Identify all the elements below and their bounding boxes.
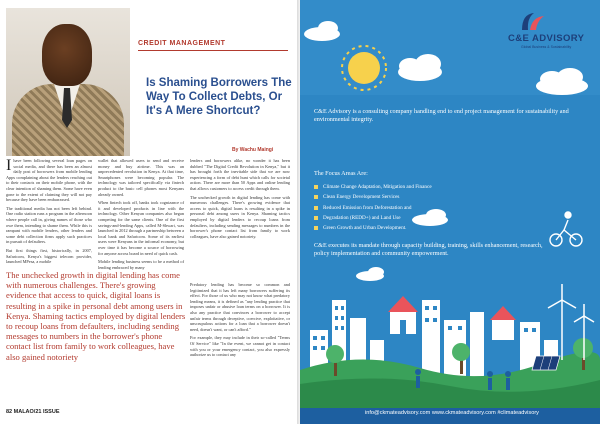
list-item — [314, 213, 544, 223]
paragraph: wallet that allowed users to send and receive money and buy airtime. This was an unprecedented revolution in Kenya. At that time, Smartphones were becoming popular. The technology was tailored specifically via fintech product to the basic cell phones most Kenyans already owned. — [98, 158, 184, 197]
paragraph: lenders and borrowers alike, no wonder it has been dubbed "The Digital Credit Revolution in Kenya," but it has brought forth the inevitable side that we are now experiencing a form of debt hunt which calls for societal action. There are more than 50 Apps and online lending that allows customers to access credit through them. — [190, 158, 290, 191]
solar-panel-icon — [532, 356, 560, 370]
list-item-text: Green Growth and Urban Development. — [323, 225, 407, 232]
paragraph: When fintech took off, banks took cognizance of it and developed products in line with the technology. Other Kenyan companies also began competing for the same clients. One of the first savings-and-lending Apps, called M-Shwari, was launched in 2012 through a partnership between a local bank and Safaricom. Some of its earliest users were Kenyans in the informal economy, but over time it has become a source of borrowing for anyone across board in need of quick cash. — [98, 200, 184, 256]
list-item — [314, 192, 544, 202]
category-rule — [138, 50, 288, 51]
focus-areas-list — [314, 182, 544, 233]
article-column-1 — [6, 158, 92, 268]
author-photo — [6, 8, 130, 156]
paragraph: The unchecked growth in digital lending has come with numerous challenges. There's growing evidence that access to quick, digital loans is resulting in a spike in personal debt among users in Kenya. Shaming tactics employed by digital lenders to recoup loans from defaulters, including sending messages to numbers in the borrower's phone contact list from family to work colleagues, have also gained notoriety. — [190, 194, 290, 239]
logo-name: C&E ADVISORY — [508, 33, 585, 44]
paragraph: Predatory lending has become so common and legitimized that it has left many borrowers suffering its effect. For those of us who may not know what predatory lending means, it is defined as "any lending practice that imposes unfair or abusive loan terms on a borrower. It is also any practice that convinces a borrower to accept unfair terms through deceptive, coercive, exploitative, or unscrupulous actions for a loan that a borrower doesn't need, doesn't want, or can't afford." — [190, 282, 290, 332]
bullet-icon — [314, 195, 318, 199]
list-item-text: Clean Energy Development Services — [323, 194, 400, 201]
paragraph: But first things first, historically, in 2007, Safaricom, Kenya's biggest telecom provider, launched MPesa, a mobile — [6, 247, 92, 265]
focus-areas-title: The Focus Areas Are: — [314, 170, 368, 177]
bullet-icon — [314, 185, 318, 189]
list-item — [314, 223, 544, 233]
article-byline: By Wachu Maingi — [232, 147, 274, 153]
ce-advisory-logo-icon — [518, 10, 546, 32]
page-footer: 82 MALAO/21 ISSUE — [6, 409, 60, 415]
article-column-2 — [98, 158, 184, 273]
logo-tagline: Global Business & Sustainability — [521, 45, 572, 49]
list-item-text: Degradation (REDD+) and Land Use — [323, 214, 401, 221]
author-face — [42, 24, 92, 86]
paragraph — [6, 158, 92, 203]
ad-intro: C&E Advisory is a consulting company handling end to end project management for sustainability and environmental integrity. — [314, 108, 569, 123]
list-item-text: Reduced Emission from Deforestation and — [323, 204, 412, 211]
article-column-3 — [190, 158, 290, 242]
section-category: CREDIT MANAGEMENT — [138, 40, 226, 47]
list-item — [314, 203, 544, 213]
paragraph: Mobile lending business seems to be a method of lending embraced by many — [98, 259, 184, 270]
paragraph-text: have been following several loan pages on social media, and there has been an almost daily post of borrowers from mobile lending Apps complaining about the lenders reaching out to their contacts on their mobile phone, with the clear intention of shaming them. Some have even gone to the extent of claiming they will not pay because they have been embarrassed. — [6, 158, 92, 203]
bullet-icon — [314, 226, 318, 230]
paragraph: The traditional media has not been left behind. One radio station runs a program in the afternoon where people call in, giving names of those who owe them, intending to shame them. While this is rampant with mobile lenders, other lenders and some debt collection firms apply such practices in pursuit of defaulters. — [6, 205, 92, 245]
pull-quote: The unchecked growth in digital lending has come with numerous challenges. There's growing evidence that access to quick, digital loans is resulting in a spike in personal debt among users in Kenya. Shaming tactics employed by digital lenders to recoup loans from defaulters, including sending messages to numbers in the borrower's phone contact list from family to work colleagues, have also gained notoriety — [6, 270, 186, 362]
article-column-3-lower — [190, 282, 290, 361]
advert-page — [300, 0, 600, 424]
paragraph: For example, they may include in their so-called "Terms Of Service" like "In the event, we cannot get in contact with you or your emergency contact, you also expressly authorize us to contact any — [190, 335, 290, 358]
list-item-text: Climate Change Adaptation, Mitigation and Finance — [323, 184, 432, 190]
drop-cap: I — [6, 157, 12, 174]
ad-outro: C&E executes its mandate through capacity building, training, skills enhancement, research, policy implementation and community empowerment. — [314, 242, 543, 257]
list-item — [314, 182, 544, 192]
article-headline: Is Shaming Borrowers The Way To Collect Debts, Or It's A Mere Shortcut? — [146, 77, 292, 117]
bullet-icon — [314, 216, 318, 220]
bullet-icon — [314, 206, 318, 210]
contact-links[interactable]: info@ckmateadvisory.com www.ckmateadvisory.com #climateadvisory — [365, 410, 539, 416]
